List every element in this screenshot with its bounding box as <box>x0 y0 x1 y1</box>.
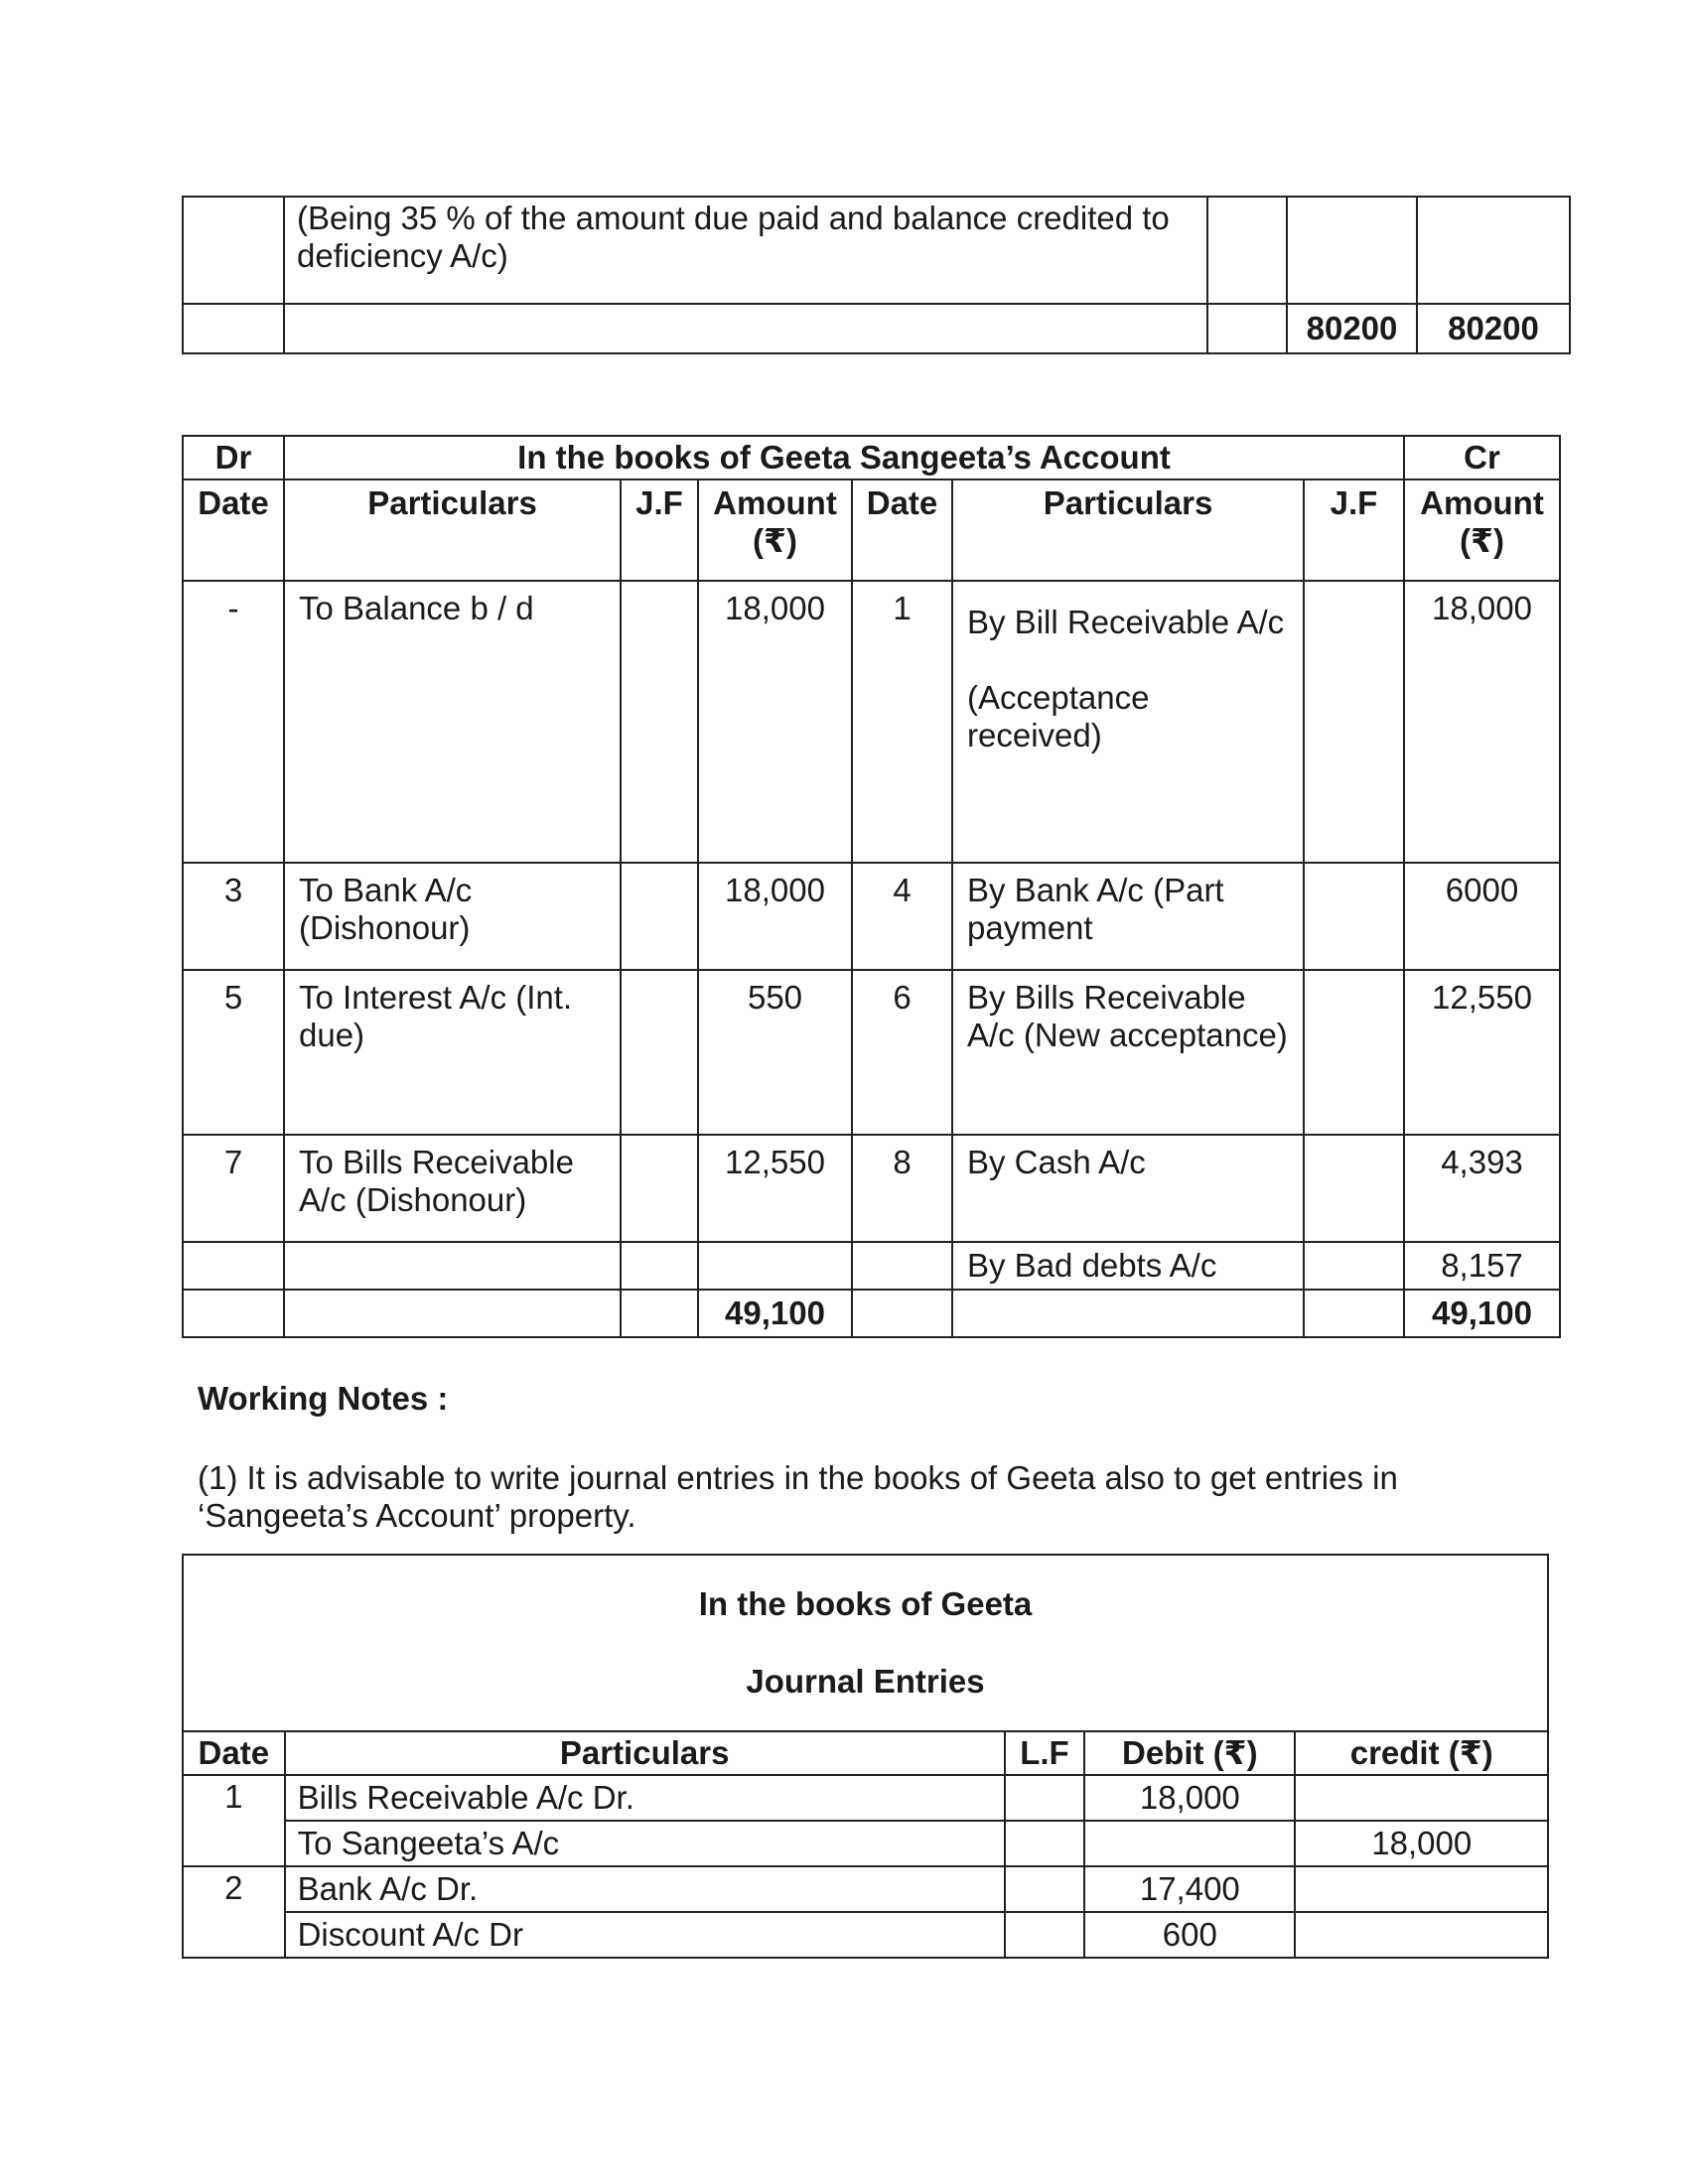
header-amount: Amount (₹) <box>1404 479 1560 581</box>
cr-particulars: By Bank A/c (Part payment <box>952 863 1304 970</box>
lf-cell <box>1207 197 1287 304</box>
cr-amount: 4,393 <box>1404 1135 1560 1242</box>
cr-date: 6 <box>852 970 952 1135</box>
dr-particulars: To Bills Receivable A/c (Dishonour) <box>284 1135 621 1242</box>
entry-particulars: Discount A/c Dr <box>285 1912 1005 1958</box>
working-notes-heading: Working Notes : <box>198 1380 449 1417</box>
journal-header-row <box>183 1731 1548 1775</box>
header-amount: Amount (₹) <box>698 479 852 581</box>
journal-entries-table <box>182 1554 1549 1959</box>
dr-date: 3 <box>183 863 284 970</box>
dr-label: Dr <box>183 436 284 479</box>
ledger-row <box>183 1135 1560 1242</box>
cr-amount: 12,550 <box>1404 970 1560 1135</box>
cr-particulars: By Bill Receivable A/c (Acceptance received) <box>952 581 1304 863</box>
header-date: Date <box>183 1731 285 1775</box>
entry-particulars: Bank A/c Dr. <box>285 1866 1005 1912</box>
ledger-title-row <box>183 436 1560 479</box>
header-jf: J.F <box>1304 479 1404 581</box>
entry-date: 2 <box>183 1866 285 1958</box>
dr-date: 5 <box>183 970 284 1135</box>
cr-particulars: By Cash A/c <box>952 1135 1304 1242</box>
entry-debit: 17,400 <box>1084 1866 1295 1912</box>
cr-amount: 6000 <box>1404 863 1560 970</box>
cr-date: 1 <box>852 581 952 863</box>
header-debit: Debit (₹) <box>1084 1731 1295 1775</box>
ledger-header-row <box>183 479 1560 581</box>
entry-debit <box>1084 1821 1295 1866</box>
journal-continuation-table <box>182 196 1571 354</box>
dr-date: - <box>183 581 284 863</box>
entry-particulars: Bills Receivable A/c Dr. <box>285 1775 1005 1821</box>
header-jf: J.F <box>621 479 698 581</box>
header-date: Date <box>852 479 952 581</box>
journal-title-row <box>183 1555 1548 1731</box>
entry-debit: 600 <box>1084 1912 1295 1958</box>
journal-row <box>183 1912 1548 1958</box>
dr-particulars: To Bank A/c (Dishonour) <box>284 863 621 970</box>
header-particulars: Particulars <box>952 479 1304 581</box>
total-row <box>183 304 1570 353</box>
cr-particulars: By Bills Receivable A/c (New acceptance) <box>952 970 1304 1135</box>
credit-cell <box>1417 197 1570 304</box>
dr-particulars: To Balance b / d <box>284 581 621 863</box>
journal-row <box>183 1866 1548 1912</box>
cr-amount: 18,000 <box>1404 581 1560 863</box>
dr-amount: 550 <box>698 970 852 1135</box>
journal-row <box>183 1775 1548 1821</box>
header-credit: credit (₹) <box>1295 1731 1548 1775</box>
ledger-row <box>183 863 1560 970</box>
date-cell <box>183 197 284 304</box>
dr-amount: 18,000 <box>698 863 852 970</box>
cr-date: 8 <box>852 1135 952 1242</box>
journal-title: Journal Entries <box>746 1663 985 1700</box>
total-dr: 49,100 <box>698 1290 852 1337</box>
cr-particulars-sub: (Acceptance received) <box>967 678 1150 753</box>
dr-amount: 18,000 <box>698 581 852 863</box>
dr-particulars: To Interest A/c (Int. due) <box>284 970 621 1135</box>
entry-credit <box>1295 1912 1548 1958</box>
header-lf: L.F <box>1005 1731 1084 1775</box>
dr-date: 7 <box>183 1135 284 1242</box>
entry-credit: 18,000 <box>1295 1821 1548 1866</box>
cr-date: 4 <box>852 863 952 970</box>
narration-row <box>183 197 1570 304</box>
header-date: Date <box>183 479 284 581</box>
cr-amount: 8,157 <box>1404 1242 1560 1290</box>
ledger-title: In the books of Geeta Sangeeta’s Account <box>284 436 1404 479</box>
total-cr: 49,100 <box>1404 1290 1560 1337</box>
ledger-row <box>183 581 1560 863</box>
dr-amount: 12,550 <box>698 1135 852 1242</box>
entry-credit <box>1295 1775 1548 1821</box>
header-particulars: Particulars <box>284 479 621 581</box>
debit-cell <box>1287 197 1417 304</box>
entry-date: 1 <box>183 1775 285 1866</box>
journal-row <box>183 1821 1548 1866</box>
working-note-1: (1) It is advisable to write journal entries in the books of Geeta also to get entries in ‘Sangeeta’s Account’ property. <box>198 1459 1398 1534</box>
total-debit: 80200 <box>1287 304 1417 353</box>
ledger-account-table <box>182 435 1561 1338</box>
entry-debit: 18,000 <box>1084 1775 1295 1821</box>
ledger-total-row <box>183 1290 1560 1337</box>
ledger-row <box>183 1242 1560 1290</box>
narration-text: (Being 35 % of the amount due paid and balance credited to deficiency A/c) <box>284 197 1207 304</box>
entry-credit <box>1295 1866 1548 1912</box>
cr-label: Cr <box>1404 436 1560 479</box>
entry-particulars: To Sangeeta’s A/c <box>285 1821 1005 1866</box>
header-particulars: Particulars <box>285 1731 1005 1775</box>
total-credit: 80200 <box>1417 304 1570 353</box>
cr-particulars: By Bad debts A/c <box>952 1242 1304 1290</box>
ledger-row <box>183 970 1560 1135</box>
journal-book-title: In the books of Geeta <box>698 1585 1033 1623</box>
